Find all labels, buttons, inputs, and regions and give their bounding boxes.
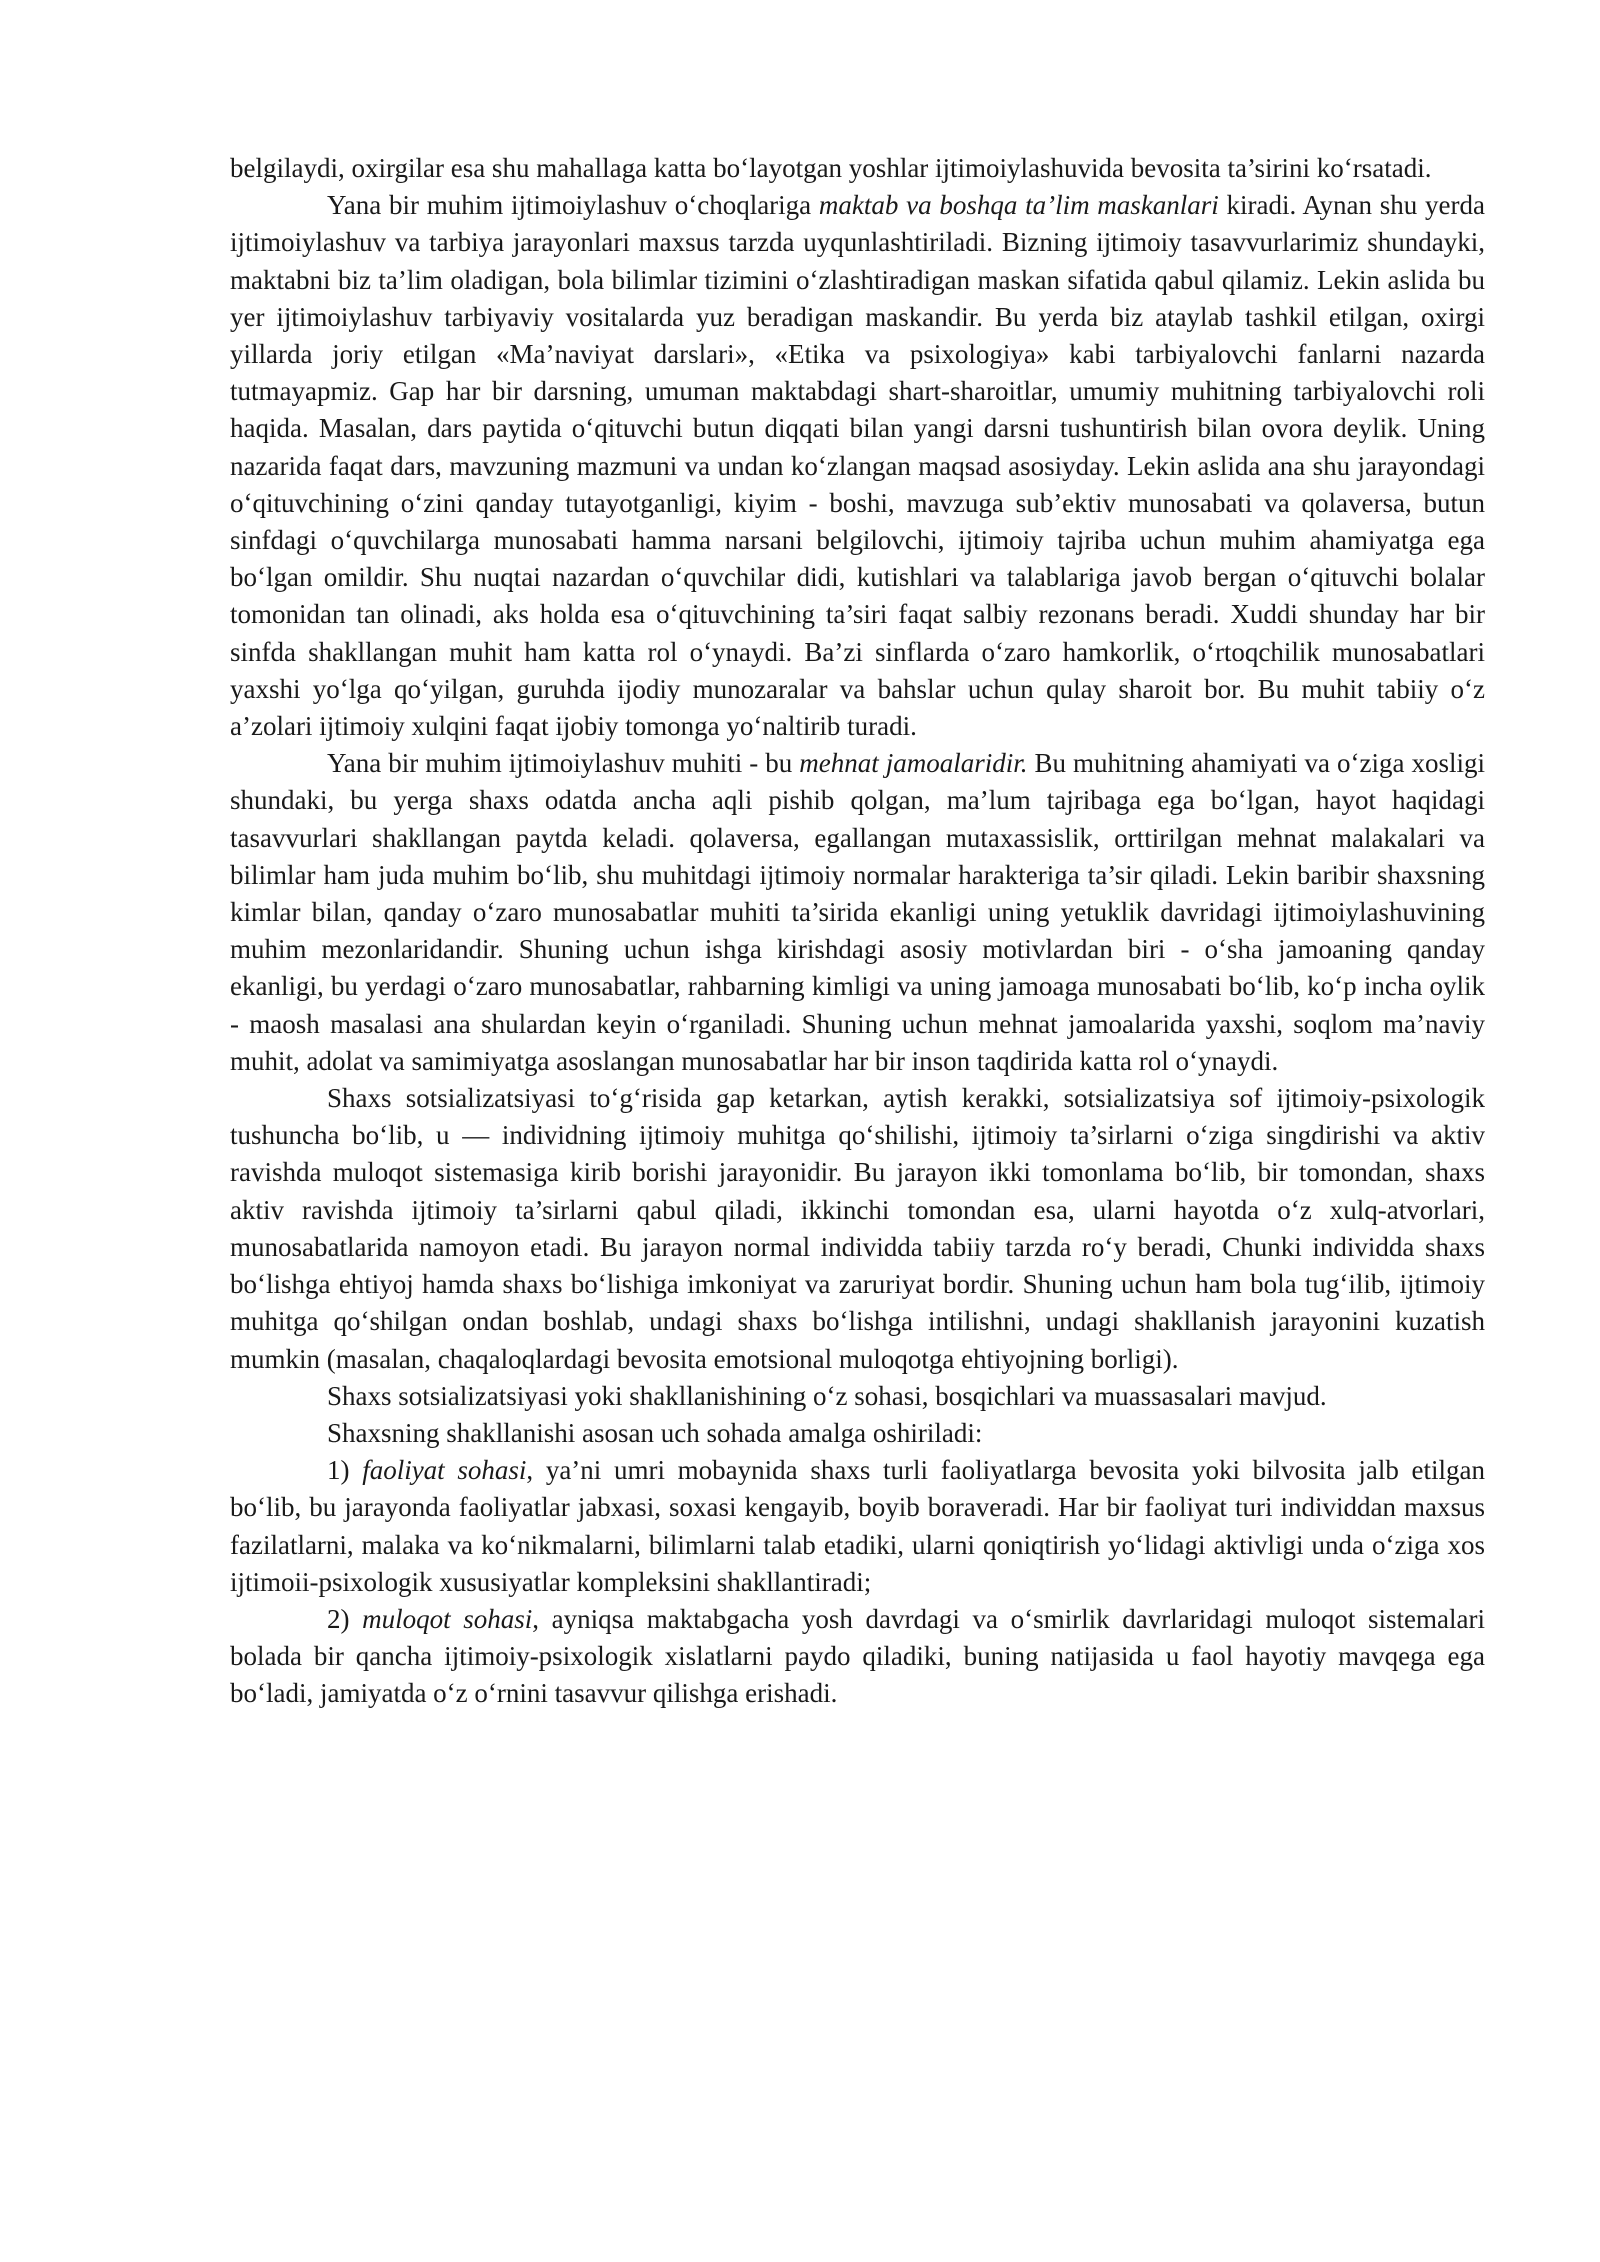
paragraph-text: kiradi. Aynan shu yerda ijtimoiylashuv va tarbiya jarayonlari maxsus tarzda uyqunlashtiriladi. Bizning ijtimoiy tasavvurlarimiz shundayki, maktabni biz ta’lim oladigan, bola bilimlar tizimini o‘zlashtiradigan maskan sifatida qabul qilamiz. Lekin aslida bu yer ijtimoiylashuv tarbiyaviy vositalarda yuz beradigan maskandir. Bu yerda biz ataylab tashkil etilgan, oxirgi yillarda joriy etilgan «Ma’naviyat darslari», «Etika va psixologiya» kabi tarbiyalovchi fanlarni nazarda tutmayapmiz. Gap har bir darsning, umuman maktabdagi shart-sharoitlar, umumiy muhitning tarbiyalovchi roli haqida. Masalan, dars paytida o‘qituvchi butun diqqati bilan yangi darsni tushuntirish bilan ovora deylik. Uning nazarida faqat dars, mavzuning mazmuni va undan ko‘zlangan maqsad asosiyday. Lekin aslida ana shu jarayondagi o‘qituvchining o‘zini qanday tutayotganligi, kiyim - boshi, mavzuga sub’ektiv munosabati va qolaversa, butun sinfdagi o‘quvchilarga munosabati hamma narsani belgilovchi, ijtimoiy tajriba uchun muhim ahamiyatga ega bo‘lgan omildir. Shu nuqtai nazardan o‘quvchilar didi, kutishlari va talablariga javob bergan o‘qituvchi bolalar tomonidan tan olinadi, aks holda esa o‘qituvchining ta’siri faqat salbiy rezonans beradi. Xuddi shunday har bir sinfda shakllangan muhit ham katta rol o‘ynaydi. Ba’zi sinflarda o‘zaro hamkorlik, o‘rtoqchilik munosabatlari yaxshi yo‘lga qo‘yilgan, guruhda ijodiy munozaralar va bahslar uchun qulay sharoit bor. Bu muhit tabiiy o‘z a’zolari ijtimoiy xulqini faqat ijobiy tomonga yo‘naltirib turadi. [230, 190, 1485, 742]
paragraph-text: Shaxsning shakllanishi asosan uch sohada amalga oshiriladi: [327, 1417, 983, 1448]
list-item [230, 1452, 1485, 1601]
paragraph-text: Bu muhitning ahamiyati va o‘ziga xosligi shundaki, bu yerga shaxs odatda ancha aqli pishib qolgan, ma’lum tajribaga ega bo‘lgan, hayot haqidagi tasavvurlari shakllangan paytda keladi. qolaversa, egallangan mutaxassislik, orttirilgan mehnat malakalari va bilimlar ham juda muhim bo‘lib, shu muhitdagi ijtimoiy normalar harakteriga ta’sir qiladi. Lekin baribir shaxsning kimlar bilan, qanday o‘zaro munosabatlar muhiti ta’sirida ekanligi uning yetuklik davridagi ijtimoiylashuvining muhim mezonlaridandir. Shuning uchun ishga kirishdagi asosiy motivlardan biri - o‘sha jamoaning qanday ekanligi, bu yerdagi o‘zaro munosabatlar, rahbarning kimligi va uning jamoaga munosabati bo‘lib, ko‘p incha oylik - maosh masalasi ana shulardan keyin o‘rganiladi. Shuning uchun mehnat jamoalarida yaxshi, soqlom ma’naviy muhit, adolat va samimiyatga asoslangan munosabatlar har bir inson taqdirida katta rol o‘ynaydi. [230, 748, 1485, 1076]
paragraph [230, 187, 1485, 745]
paragraph-text: , ya’ni umri mobaynida shaxs turli faoliyatlarga bevosita yoki bilvosita jalb etilgan bo‘lib, bu jarayonda faoliyatlar jabxasi, soxasi kengayib, boyib boraveradi. Har bir faoliyat turi individdan maxsus fazilatlarni, malaka va ko‘nikmalarni, bilimlarni talab etadiki, ularni qoniqtirish yo‘lidagi aktivligi unda o‘ziga xos ijtimoii-psixologik xususiyatlar kompleksini shakllantiradi; [230, 1455, 1485, 1597]
paragraph [230, 1415, 1485, 1452]
paragraph [230, 1080, 1485, 1378]
paragraph [230, 1378, 1485, 1415]
paragraph [230, 745, 1485, 1080]
paragraph-text: belgilaydi, oxirgilar esa shu mahallaga katta bo‘layotgan yoshlar ijtimoiylashuvida bevosita ta’sirini ko‘rsatadi. [230, 153, 1432, 183]
paragraph-text: Shaxs sotsializatsiyasi yoki shakllanishining o‘z sohasi, bosqichlari va muassasalari mavjud. [327, 1380, 1327, 1411]
paragraph [230, 150, 1485, 187]
paragraph-text: Yana bir muhim ijtimoiylashuv muhiti - bu [327, 748, 800, 779]
italic-term: mehnat jamoalaridir. [799, 748, 1028, 779]
italic-term: muloqot sohasi [362, 1603, 533, 1634]
list-number: 2) [327, 1603, 363, 1634]
list-item [230, 1601, 1485, 1713]
paragraph-text: , ayniqsa maktabgacha yosh davrdagi va o‘smirlik davrlaridagi muloqot sistemalari bolada bir qancha ijtimoiy-psixologik xislatlarni paydo qiladiki, buning natijasida u faol hayotiy mavqega ega bo‘ladi, jamiyatda o‘z o‘rnini tasavvur qilishga erishadi. [230, 1603, 1485, 1709]
document-page [230, 150, 1485, 1713]
list-number: 1) [327, 1455, 363, 1486]
paragraph-text: Yana bir muhim ijtimoiylashuv o‘choqlariga [327, 190, 819, 221]
italic-term: faoliyat sohasi [362, 1455, 527, 1486]
italic-term: maktab va boshqa ta’lim maskanlari [818, 190, 1219, 221]
paragraph-text: Shaxs sotsializatsiyasi to‘g‘risida gap ketarkan, aytish kerakki, sotsializatsiya sof ijtimoiy-psixologik tushuncha bo‘lib, u — individning ijtimoiy muhitga qo‘shilishi, ijtimoiy ta’sirlarni o‘ziga singdirishi va aktiv ravishda muloqot sistemasiga kirib borishi jarayonidir. Bu jarayon ikki tomonlama bo‘lib, bir tomondan, shaxs aktiv ravishda ijtimoiy ta’sirlarni qabul qiladi, ikkinchi tomondan esa, ularni hayotda o‘z xulq-atvorlari, munosabatlarida namoyon etadi. Bu jarayon normal individda tabiiy tarzda ro‘y beradi, Chunki individda shaxs bo‘lishga ehtiyoj hamda shaxs bo‘lishiga imkoniyat va zaruriyat bordir. Shuning uchun ham bola tug‘ilib, ijtimoiy muhitga qo‘shilgan ondan boshlab, undagi shaxs bo‘lishga intilishni, undagi shakllanish jarayonini kuzatish mumkin (masalan, chaqaloqlardagi bevosita emotsional muloqotga ehtiyojning borligi). [230, 1083, 1485, 1374]
